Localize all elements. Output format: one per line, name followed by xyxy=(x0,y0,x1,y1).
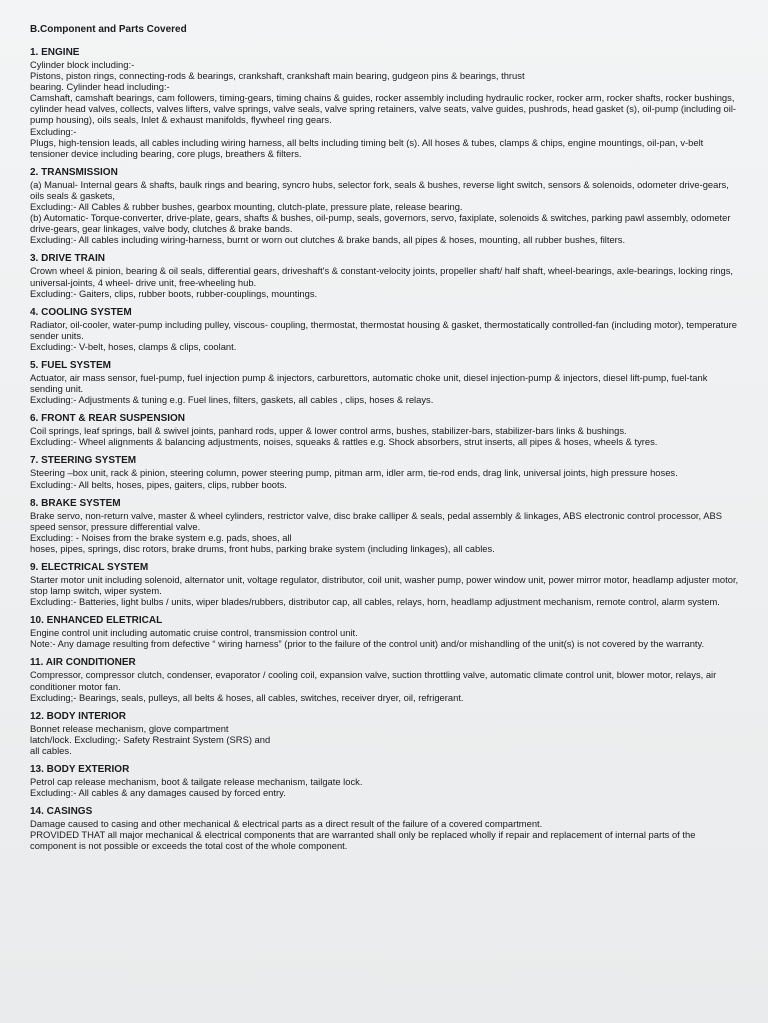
section-text-line: Plugs, high-tension leads, all cables including wiring harness, all belts including timing belt (s). All hoses & tubes, clamps & chips, engine mountings, oil-pan, v-belt tensioner device including bearing, core plugs, breathers & filters. xyxy=(30,136,704,159)
section-title: 8. BRAKE SYSTEM xyxy=(30,497,121,509)
section-text-line: Damage caused to casing and other mechanical & electrical parts as a direct result of the failure of a covered compartment. xyxy=(30,818,543,830)
section xyxy=(30,307,742,352)
section-text-line: Excluding:- Gaiters, clips, rubber boots, rubber-couplings, mountings. xyxy=(30,287,318,299)
document-title: B.Component and Parts Covered xyxy=(30,24,187,35)
section-title: 1. ENGINE xyxy=(30,47,80,58)
section-text-line: Excluding:- Adjustments & tuning e.g. Fuel lines, filters, gaskets, all cables , clips, hoses & relays. xyxy=(30,394,434,406)
section-text-line: Crown wheel & pinion, bearing & oil seals, differential gears, driveshaft's & constant-velocity joints, propeller shaft/ half shaft, wheel-bearings, axle-bearings, locking rings, universal-joints, 4 wheel- drive unit, free-wheeling hub. xyxy=(30,265,734,288)
section-text-line: Excluding:- Batteries, light bulbs / units, wiper blades/rubbers, distributor cap, all cables, relays, horn, headlamp adjustment mechanism, remote control, alarm system. xyxy=(30,596,720,608)
section-text-line: Note:- Any damage resulting from defective “ wiring harness” (prior to the failure of the control unit) and/or mishandling of the unit(s) is not covered by the warranty. xyxy=(30,638,705,650)
section-title: 3. DRIVE TRAIN xyxy=(30,253,106,265)
section-title: 10. ENHANCED ELETRICAL xyxy=(30,615,163,627)
sections-container xyxy=(30,47,742,852)
section-text-line: Camshaft, camshaft bearings, cam followers, timing-gears, timing chains & guides, rocker assembly including hydraulic rocker, rocker arm, rocker shafts, rocker bushings, cylinder head valves, collects, valves lifters, valve springs, valve seals, valve spring retainers, valve seats, valve guides, pushrods, head gasket (s), oil-pump (including oil-pump housing), oils seals, Inlet & exhaust manifolds, flywheel ring gears. xyxy=(30,92,737,126)
section-title: 2. TRANSMISSION xyxy=(30,166,118,178)
section xyxy=(30,413,742,447)
section-title: 11. AIR CONDITIONER xyxy=(30,657,136,669)
section-text-line: Excluding:- V-belt, hoses, clamps & clips, coolant. xyxy=(30,340,237,352)
section xyxy=(30,498,742,554)
section-text-line: bearing. Cylinder head including:- xyxy=(30,81,170,93)
section-title: 6. FRONT & REAR SUSPENSION xyxy=(30,413,186,425)
section-text-line: Brake servo, non-return valve, master & wheel cylinders, restrictor valve, disc brake calliper & seals, pedal assembly & linkages, ABS electronic control processor, ABS speed sensor, pressure differential valve. xyxy=(30,509,722,532)
section xyxy=(30,764,742,798)
section xyxy=(30,47,742,159)
section-text-line: Excluding:- All belts, hoses, pipes, gaiters, clips, rubber boots. xyxy=(30,478,287,490)
section-text-line: Excluding;- Bearings, seals, pulleys, all belts & hoses, all cables, switches, receiver dryer, oil, refrigerant. xyxy=(30,691,464,703)
section-text-line: Pistons, piston rings, connecting-rods & bearings, crankshaft, crankshaft main bearing, gudgeon pins & bearings, thrust xyxy=(30,70,525,82)
section xyxy=(30,711,742,756)
section-text-line: Engine control unit including automatic cruise control, transmission control unit. xyxy=(30,627,358,639)
section-text-line: Excluding:- Wheel alignments & balancing adjustments, noises, squeaks & rattles e.g. Shock absorbers, strut inserts, all pipes & hoses, wheels & tyres. xyxy=(30,436,658,448)
section-title: 9. ELECTRICAL SYSTEM xyxy=(30,562,149,573)
section-text-line: Excluding:- All cables including wiring-harness, burnt or worn out clutches & brake bands, all pipes & hoses, mounting, all rubber bushes, filters. xyxy=(30,234,626,246)
section-text-line: all cables. xyxy=(30,744,72,756)
section-text-line: Starter motor unit including solenoid, alternator unit, voltage regulator, distributor, coil unit, washer pump, power window unit, power mirror motor, headlamp adjuster motor, stop lamp switch, wiper system. xyxy=(30,574,739,597)
section-title: 13. BODY EXTERIOR xyxy=(30,764,130,776)
section-text-line: hoses, pipes, springs, disc rotors, brake drums, front hubs, parking brake system (including linkages), all cables. xyxy=(30,542,495,554)
section xyxy=(30,167,742,246)
section xyxy=(30,253,742,298)
section xyxy=(30,562,742,607)
section-text-line: Radiator, oil-cooler, water-pump including pulley, viscous- coupling, thermostat, thermostat housing & gasket, thermostatically controlled-fan (including motor), temperature sender units. xyxy=(30,318,737,341)
section-text-line: latch/lock. Excluding;- Safety Restraint System (SRS) and xyxy=(30,733,271,745)
section-text-line: Actuator, air mass sensor, fuel-pump, fuel injection pump & injectors, carburettors, automatic choke unit, diesel injection-pump & injectors, diesel lift-pump, fuel-tank sending unit. xyxy=(30,371,708,395)
section-text-line: (b) Automatic- Torque-converter, drive-plate, gears, shafts & bushes, oil-pump, seals, governors, servo, faxiplate, solenoids & switches, parking pawl assembly, odometer drive-gears, gear linkages, valve body, clutches & brake bands. xyxy=(30,212,731,235)
section-text-line: Cylinder block including:- xyxy=(30,59,135,70)
section-text-line: Excluding: - Noises from the brake system e.g. pads, shoes, all xyxy=(30,531,292,543)
section-text-line: (a) Manual- Internal gears & shafts, baulk rings and bearing, syncro hubs, selector fork, seals & bushes, reverse light switch, sensors & solenoids, odometer drive-gears, oils seals & gaskets, xyxy=(30,178,729,201)
section xyxy=(30,615,742,649)
section xyxy=(30,657,742,702)
section-text-line: Bonnet release mechanism, glove compartment xyxy=(30,722,229,734)
section-title: 14. CASINGS xyxy=(30,806,93,818)
section-text-line: Coil springs, leaf springs, ball & swivel joints, panhard rods, upper & lower control arms, bushes, stabilizer-bars, stabilizer-bars links & bushings. xyxy=(30,425,627,437)
section-text-line: Steering –box unit, rack & pinion, steering column, power steering pump, pitman arm, idler arm, tie-rod ends, drag link, universal joints, high pressure hoses. xyxy=(30,467,678,479)
section xyxy=(30,455,742,489)
section-title: 7. STEERING SYSTEM xyxy=(30,455,137,467)
section-text-line: Excluding:- All cables & any damages caused by forced entry. xyxy=(30,787,286,799)
section-text-line: Excluding:- All Cables & rubber bushes, gearbox mounting, clutch-plate, pressure plate, release bearing. xyxy=(30,201,463,213)
section-text-line: Excluding:- xyxy=(30,125,77,137)
section xyxy=(30,360,742,405)
section-title: 12. BODY INTERIOR xyxy=(30,710,126,722)
section-title: 5. FUEL SYSTEM xyxy=(30,359,111,371)
section-text-line: Compressor, compressor clutch, condenser, evaporator / cooling coil, expansion valve, suction throttling valve, automatic climate control unit, blower motor, relays, air conditioner motor fan. xyxy=(30,669,717,692)
section-text-line: PROVIDED THAT all major mechanical & electrical components that are warranted shall only be replaced wholly if repair and replacement of internal parts of the component is not possible or exceeds the total cost of the whole component. xyxy=(30,829,696,852)
section-text-line: Petrol cap release mechanism, boot & tailgate release mechanism, tailgate lock. xyxy=(30,776,363,788)
section xyxy=(30,806,742,851)
section-title: 4. COOLING SYSTEM xyxy=(30,306,132,318)
